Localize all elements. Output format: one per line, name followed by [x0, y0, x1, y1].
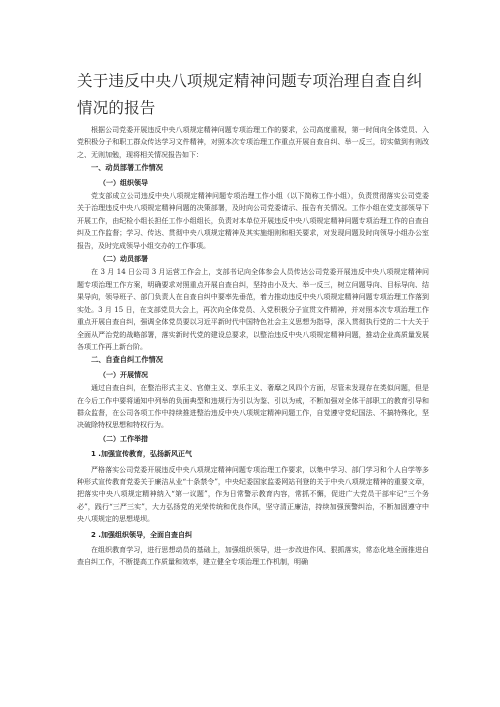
intro-paragraph: 根据公司党委开展违反中央八项规定精神问题专项治理工作的要求，公司高度重视，第一时间向全体党员、入党积极分子和职工群众传达学习文件精神，对照本次专项治理工作重点开展自查自纠、举一反三，切实做到有则改之、无则加勉，现将相关情况报告如下：: [77, 126, 429, 159]
item-1-heading: 1 .加强宣传教育，弘扬新风正气: [91, 450, 192, 459]
section-2-sub-2-heading: （二）工作举措: [99, 434, 148, 443]
document-title: 关于违反中央八项规定精神问题专项治理自查自纠情况的报告: [77, 72, 423, 117]
item-1-text: 严格落实公司党委开展违反中央八项规定精神问题专项治理工作要求，以集中学习、部门学习和个人自学等多种形式宣传教育党委关于廉洁从业“十条禁令”，中央纪委国家监委网站刊登的关于中央八项规定精神的重要文章，把落实中央八项规定精神纳入“第一议题”，作为日常警示教育内容，常抓不懈，促进广大党员干部牢记“三个务必”，践行“三严三实”，大力弘扬党的光荣传统和优良作风，坚守清正廉洁，持续加强预警纠治，不断加固遵守中央八项规定的思想堤坝。: [77, 465, 429, 524]
section-1-heading: 一、动员部署工作情况: [91, 163, 163, 173]
section-1-sub-1-text: 党支部成立公司违反中央八项规定精神问题专项治理工作小组（以下简称工作小组），负责贯彻落实公司党委关于治理违反中央八项规定精神问题的决策部署，及时向公司党委请示、报告有关情况。工作小组在党支部领导下开展工作，由纪检小组长担任工作小组组长，负责对本单位开展违反中央八项规定精神问题专项治理工作的自查自纠及工作监督；学习、传达、贯彻中央八项规定精神及其实施细则和相关要求，对发现问题及时向领导小组办公室报告，及时完成领导小组交办的工作事项。: [77, 192, 429, 250]
section-2-sub-1-heading: （一）开展情况: [99, 370, 148, 379]
section-2-heading: 二、自查自纠工作情况: [91, 355, 163, 365]
document-body: [77, 124, 429, 569]
section-1-sub-2-heading: （二）动员部署: [99, 255, 148, 264]
section-1-sub-2-text: 在 3 月 14 日公司 3 月运营工作会上，支部书记向全体参会人员传达公司党委开展违反中央八项规定精神问题专项治理工作方案，明确要求对照重点开展自查自纠，坚持由小及大、举一反三，树立问题导向、目标导向、结果导向，领导班子、部门负责人在自查自纠中要率先垂范，着力推动违反中央八项规定精神问题专项治理工作落到实处。3 月 15 日，在支部党员大会上，再次向全体党员、入党积极分子宣贯文件精神，并对照本次专项治理工作重点开展自查自纠，强调全体党员要以习近平新时代中国特色社会主义思想为指导，深入贯彻执行党的二十大关于全面从严治党的战略部署，落实新时代党的建设总要求，以整治违反中央八项规定精神问题，推动企业高质量发展各项工作再上新台阶。: [77, 268, 429, 351]
item-2-heading: 2 .加强组织领导，全面自查自纠: [91, 530, 192, 539]
section-2-sub-1-text: 通过自查自纠，在整治形式主义、官僚主义、享乐主义、奢靡之风四个方面，尽管未发现存在类似问题，但是在今后工作中要将通知中列举的负面典型和违规行为引以为鉴、引以为戒，不断加强对全体干部职工的教育引导和群众监督，在公司各项工作中持续推进整治违反中央八项规定精神问题工作，自觉遵守党纪国法、不搞特殊化，坚决破除特权思想和特权行为。: [77, 384, 429, 430]
item-2-text: 在组织教育学习，进行思想动员的基础上，加强组织领导，进一步改进作风、狠抓落实，常态化地全面推进自查自纠工作，不断提高工作质量和效率，建立健全专项治理工作机制，明确: [77, 546, 429, 567]
section-1-sub-1-heading: （一）组织领导: [99, 178, 148, 187]
